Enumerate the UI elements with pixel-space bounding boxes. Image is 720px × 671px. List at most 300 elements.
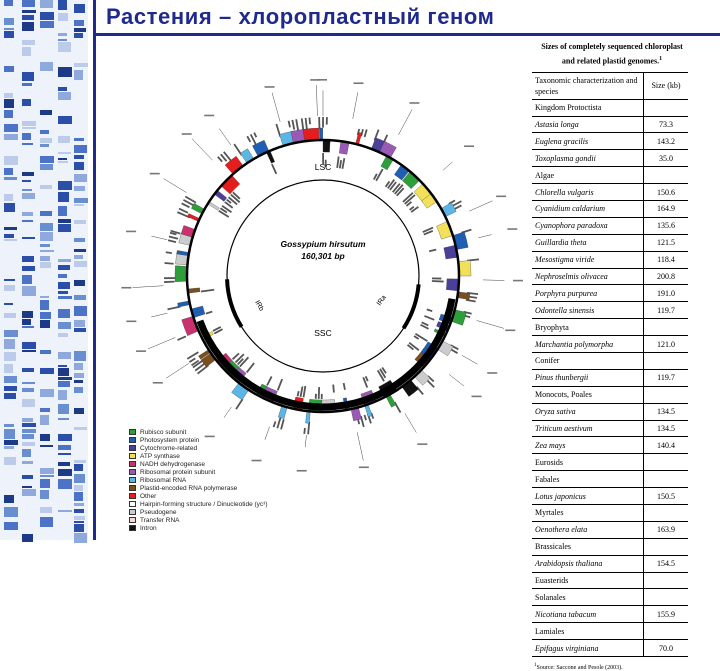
gene-leader-line	[477, 320, 504, 328]
legend-item	[129, 500, 309, 508]
size-cell: 73.3	[644, 116, 689, 133]
region-label-ssc: SSC	[314, 328, 332, 338]
dna-band	[40, 223, 53, 231]
legend-label: Ribosomal protein subunit	[140, 468, 216, 476]
legend-label: Rubisco subunit	[140, 428, 187, 436]
table-row	[532, 234, 688, 251]
dna-band	[22, 368, 34, 372]
dna-band	[4, 339, 15, 349]
dna-band	[74, 255, 83, 259]
species-cell: Lotus japonicus	[532, 488, 644, 505]
species-cell: Marchantia polymorpha	[532, 336, 644, 353]
size-cell: 121.0	[644, 336, 689, 353]
dna-band	[58, 365, 67, 367]
gene-label-glyph	[201, 289, 214, 292]
dna-band	[58, 274, 67, 278]
dna-band	[58, 404, 69, 414]
dna-band	[58, 390, 67, 400]
dna-band	[58, 381, 70, 387]
dna-band	[22, 189, 32, 191]
position-label-glyph	[417, 443, 427, 445]
dna-band	[40, 244, 50, 247]
dna-band	[58, 418, 69, 420]
table-group-row	[532, 319, 688, 336]
table-group-row	[532, 167, 688, 184]
dna-band	[22, 99, 31, 106]
size-cell: 118.4	[644, 251, 689, 268]
gene-label-glyph	[336, 156, 339, 168]
size-cell: 150.6	[644, 184, 689, 201]
dna-band	[22, 15, 34, 20]
dna-band	[4, 285, 15, 291]
legend-label: Photosystem protein	[140, 436, 200, 444]
gene-leader-line	[462, 355, 478, 364]
gene-label-glyph	[253, 132, 257, 137]
dna-band	[58, 33, 67, 36]
dna-band	[40, 389, 54, 397]
position-label-glyph	[310, 79, 320, 81]
gene-label-glyph	[246, 136, 251, 143]
dna-band	[22, 350, 36, 352]
map-gene-segments	[175, 128, 471, 423]
dna-band	[74, 204, 84, 206]
dna-band	[74, 363, 83, 370]
species-cell: Toxoplasma gondii	[532, 150, 644, 167]
dna-band	[22, 311, 33, 318]
size-cell: 163.9	[644, 521, 689, 538]
dna-band	[40, 138, 52, 143]
legend-item	[129, 492, 309, 500]
taxon-group-cell: Kingdom Protoctista	[532, 99, 644, 116]
dna-band	[74, 503, 84, 506]
legend-label: Intron	[140, 524, 157, 532]
gene-label-glyph	[432, 280, 444, 282]
dna-band	[58, 462, 70, 466]
legend-label: NADH dehydrogenase	[140, 460, 206, 468]
gene-leader-line	[478, 235, 491, 238]
dna-band	[58, 39, 67, 41]
accent-horizontal-line	[93, 33, 720, 36]
dna-band	[74, 474, 85, 483]
dna-band	[22, 22, 34, 31]
header-taxonomy: Taxonomic characterization and species	[532, 72, 644, 99]
size-cell: 70.0	[644, 640, 689, 657]
size-cell: 140.4	[644, 437, 689, 454]
gene-label-glyph	[206, 311, 213, 315]
dna-band	[74, 198, 88, 203]
dna-band	[58, 13, 68, 21]
taxon-group-cell: Bryophyta	[532, 319, 644, 336]
dna-band	[4, 110, 13, 118]
gene-leader-line	[224, 407, 231, 417]
species-cell: Oryza sativa	[532, 403, 644, 420]
dna-band	[74, 280, 85, 286]
dna-band	[74, 380, 83, 383]
gene-label-glyph	[300, 386, 304, 397]
dna-band	[22, 193, 35, 199]
table-row	[532, 555, 688, 572]
map-legend	[129, 428, 309, 532]
dna-band	[40, 250, 54, 252]
position-label-glyph	[121, 287, 131, 289]
gene-label-glyph	[426, 308, 432, 311]
dna-band	[22, 429, 36, 433]
dna-band	[58, 116, 72, 124]
table-row	[532, 606, 688, 623]
dna-band	[74, 509, 84, 513]
gene-label-glyph	[432, 277, 441, 279]
table-row	[532, 488, 688, 505]
position-label-glyph	[507, 228, 517, 230]
dna-band	[22, 127, 36, 129]
dna-band	[40, 475, 54, 477]
gene-label-glyph	[169, 236, 178, 240]
table-group-row	[532, 572, 688, 589]
dna-band	[22, 434, 34, 439]
legend-swatch	[129, 509, 136, 515]
gene-label-glyph	[339, 160, 342, 168]
legend-swatch	[129, 525, 136, 531]
dna-band	[22, 0, 35, 7]
dna-band	[22, 10, 36, 13]
gene-label-glyph	[266, 376, 272, 386]
dna-band	[74, 63, 88, 67]
dna-band	[4, 303, 13, 305]
dna-band	[58, 265, 70, 270]
taxon-group-cell: Brassicales	[532, 538, 644, 555]
dna-band	[22, 275, 32, 284]
dna-band	[22, 486, 32, 488]
gene-label-glyph	[271, 164, 277, 174]
dna-band	[74, 70, 83, 80]
accent-vertical-line	[93, 0, 96, 540]
table-row	[532, 336, 688, 353]
legend-item	[129, 452, 309, 460]
position-label-glyph	[126, 231, 136, 233]
gene-label-glyph	[326, 117, 328, 125]
gene-leader-line	[398, 109, 412, 135]
legend-label: Ribosomal RNA	[140, 476, 187, 484]
dna-band	[4, 364, 13, 373]
taxon-group-cell: Lamiales	[532, 623, 644, 640]
region-label-irb: IRb	[253, 299, 265, 313]
legend-swatch	[129, 485, 136, 491]
taxon-group-cell: Myrtales	[532, 505, 644, 522]
legend-item	[129, 508, 309, 516]
gene-label-glyph	[297, 391, 300, 397]
dna-band	[22, 442, 35, 446]
gene-label-glyph	[342, 158, 346, 169]
size-cell: 191.0	[644, 285, 689, 302]
taxon-group-cell: Fabales	[532, 471, 644, 488]
dna-band	[40, 445, 53, 447]
dna-band	[58, 296, 72, 299]
dna-band	[40, 300, 49, 310]
species-cell: Guillardia theta	[532, 234, 644, 251]
dna-band	[40, 0, 53, 8]
position-label-glyph	[204, 115, 214, 117]
dna-band	[74, 249, 86, 252]
size-cell: 35.0	[644, 150, 689, 167]
dna-band	[4, 507, 18, 517]
dna-band	[22, 342, 36, 349]
species-cell: Nicotiana tabacum	[532, 606, 644, 623]
species-cell: Mesostigma viride	[532, 251, 644, 268]
legend-swatch	[129, 461, 136, 467]
dna-band	[4, 134, 18, 140]
gene-label-glyph	[273, 421, 277, 427]
table-row	[532, 116, 688, 133]
dna-band	[40, 517, 53, 527]
dna-band	[74, 492, 83, 501]
gene-leader-line	[133, 286, 164, 288]
dna-band	[74, 186, 85, 191]
species-cell: Cyanidium caldarium	[532, 201, 644, 218]
dna-band	[74, 320, 85, 327]
size-cell: 143.2	[644, 133, 689, 150]
size-cell: 200.8	[644, 268, 689, 285]
size-cell: 119.7	[644, 302, 689, 319]
position-label-glyph	[472, 396, 482, 398]
dna-band	[40, 468, 54, 474]
gene-leader-line	[166, 363, 189, 378]
gene-segment	[177, 301, 190, 307]
gene-label-glyph	[429, 249, 436, 252]
dna-band	[22, 83, 32, 86]
dna-band	[22, 534, 33, 542]
dna-band	[58, 434, 72, 441]
position-label-glyph	[265, 86, 275, 88]
species-cell: Arabidopsis thaliana	[532, 555, 644, 572]
dna-band	[58, 158, 67, 160]
dna-band	[22, 423, 36, 427]
size-cell	[644, 623, 689, 640]
dna-band	[4, 124, 18, 132]
dna-band	[74, 408, 84, 414]
legend-label: Plastid-encoded RNA polymerase	[140, 484, 238, 492]
taxon-group-cell: Euasterids	[532, 572, 644, 589]
species-cell: Nephroselmis olivacea	[532, 268, 644, 285]
legend-swatch	[129, 501, 136, 507]
table-group-row	[532, 623, 688, 640]
dna-band	[4, 227, 17, 230]
species-cell: Cyanophora paradoxa	[532, 217, 644, 234]
legend-swatch	[129, 445, 136, 451]
region-label-ira: IRa	[375, 294, 388, 308]
size-cell: 134.5	[644, 403, 689, 420]
table-row	[532, 369, 688, 386]
dna-band	[58, 219, 71, 223]
gene-leader-line	[469, 201, 492, 211]
size-cell: 134.5	[644, 420, 689, 437]
dna-band	[4, 234, 14, 238]
dna-band	[74, 4, 85, 13]
dna-band	[74, 20, 84, 26]
legend-item	[129, 460, 309, 468]
gene-segment	[446, 279, 459, 291]
gene-leader-line	[151, 313, 167, 317]
dna-band	[22, 237, 35, 239]
dna-band	[40, 479, 50, 488]
gene-label-glyph	[332, 384, 335, 392]
legend-item	[129, 524, 309, 532]
dna-band	[4, 330, 18, 337]
gene-label-glyph	[364, 129, 368, 137]
gene-label-glyph	[321, 394, 323, 399]
dna-band	[4, 440, 18, 445]
legend-label: Hairpin-forming structure / Dinucleotide (yc³)	[140, 500, 268, 508]
dna-band	[58, 181, 72, 190]
gene-leader-line	[353, 92, 358, 118]
dna-band	[22, 418, 33, 422]
dna-band	[58, 291, 68, 294]
dna-band	[74, 145, 87, 153]
dna-band	[40, 312, 51, 319]
dna-band	[22, 319, 31, 325]
table-group-row	[532, 471, 688, 488]
table-row	[532, 640, 688, 657]
dna-band	[74, 524, 84, 532]
size-cell	[644, 167, 689, 184]
dna-band	[4, 93, 13, 98]
dna-band	[22, 220, 33, 222]
dna-band	[4, 429, 15, 439]
position-label-glyph	[513, 280, 523, 282]
dna-band	[40, 185, 52, 189]
table-row	[532, 150, 688, 167]
dna-band	[58, 92, 71, 100]
table-row	[532, 268, 688, 285]
dna-band	[40, 12, 54, 20]
table-group-row	[532, 386, 688, 403]
size-cell: 154.5	[644, 555, 689, 572]
dna-band	[40, 164, 53, 170]
species-cell: Zea mays	[532, 437, 644, 454]
dna-band	[4, 168, 13, 175]
gene-label-glyph	[309, 118, 311, 125]
dna-band	[40, 490, 49, 499]
dna-band	[4, 313, 16, 318]
inner-irb-arc	[404, 284, 419, 328]
taxon-group-cell: Algae	[532, 167, 644, 184]
dna-band	[74, 261, 87, 267]
genome-size: 160,301 bp	[301, 251, 345, 261]
gene-label-glyph	[291, 120, 295, 130]
gene-label-glyph	[177, 335, 186, 340]
dna-band	[4, 28, 14, 30]
dna-band	[22, 180, 31, 182]
gene-label-glyph	[288, 121, 291, 128]
dna-band	[74, 373, 84, 378]
legend-label: Pseudogene	[140, 508, 177, 516]
dna-band	[40, 156, 54, 163]
dna-band	[40, 62, 53, 71]
dna-band	[74, 174, 87, 182]
position-label-glyph	[464, 145, 474, 147]
table-group-row	[532, 99, 688, 116]
dna-band	[74, 516, 85, 520]
gene-leader-line	[449, 374, 464, 386]
position-label-glyph	[182, 133, 192, 135]
dna-band	[4, 203, 15, 212]
legend-label: Cytochrome-related	[140, 444, 198, 452]
table-group-row	[532, 454, 688, 471]
dna-band	[40, 296, 49, 298]
dna-band	[4, 352, 16, 361]
dna-band	[58, 259, 71, 262]
gene-label-glyph	[166, 251, 172, 254]
region-label-lsc: LSC	[314, 162, 332, 172]
dna-band	[40, 110, 52, 115]
species-cell: Euglena gracilis	[532, 133, 644, 150]
genome-size-table	[532, 72, 688, 657]
gene-leader-line	[192, 139, 213, 161]
size-cell	[644, 319, 689, 336]
dna-band	[74, 485, 83, 491]
table-row	[532, 201, 688, 218]
dna-band	[74, 351, 86, 361]
legend-label: Transfer RNA	[140, 516, 180, 524]
gene-leader-line	[272, 93, 280, 122]
dna-band	[58, 161, 68, 163]
dna-band	[22, 40, 35, 45]
dna-band	[4, 424, 14, 427]
gene-label-glyph	[315, 394, 317, 399]
dna-band	[4, 177, 17, 180]
species-cell: Odontella sinensis	[532, 302, 644, 319]
dna-band	[4, 66, 14, 72]
dna-band	[22, 399, 35, 407]
table-group-row	[532, 353, 688, 370]
dna-band	[40, 262, 51, 268]
gene-leader-line	[164, 179, 187, 193]
gene-leader-line	[316, 85, 317, 116]
dna-band	[40, 507, 52, 513]
gene-leader-line	[219, 128, 231, 145]
gene-label-glyph	[168, 239, 176, 243]
gene-label-glyph	[164, 262, 173, 265]
size-cell	[644, 471, 689, 488]
dna-band	[74, 28, 86, 32]
dna-band	[22, 382, 35, 384]
gene-label-glyph	[318, 387, 320, 399]
size-cell	[644, 353, 689, 370]
dna-band	[74, 238, 85, 242]
dna-band	[58, 368, 69, 376]
dna-band	[58, 192, 69, 202]
dna-band	[4, 386, 17, 391]
table-group-row	[532, 589, 688, 606]
legend-label: Other	[140, 492, 157, 500]
dna-band	[58, 333, 68, 337]
dna-band	[4, 31, 14, 38]
table-title: Sizes of completely sequenced chloroplast and related plastid genomes.$^1$	[541, 42, 683, 66]
dna-band	[58, 453, 71, 455]
dna-band	[4, 393, 16, 399]
size-cell: 119.7	[644, 369, 689, 386]
legend-swatch	[129, 477, 136, 483]
dna-band	[22, 286, 36, 296]
dna-band	[58, 469, 72, 476]
dna-band	[40, 415, 49, 425]
position-label-glyph	[353, 82, 363, 84]
dna-band	[4, 279, 15, 281]
inner-region-ring	[227, 180, 419, 372]
dna-band	[4, 376, 17, 383]
table-row	[532, 437, 688, 454]
dna-band	[58, 87, 67, 91]
species-cell: Oenothera elata	[532, 521, 644, 538]
